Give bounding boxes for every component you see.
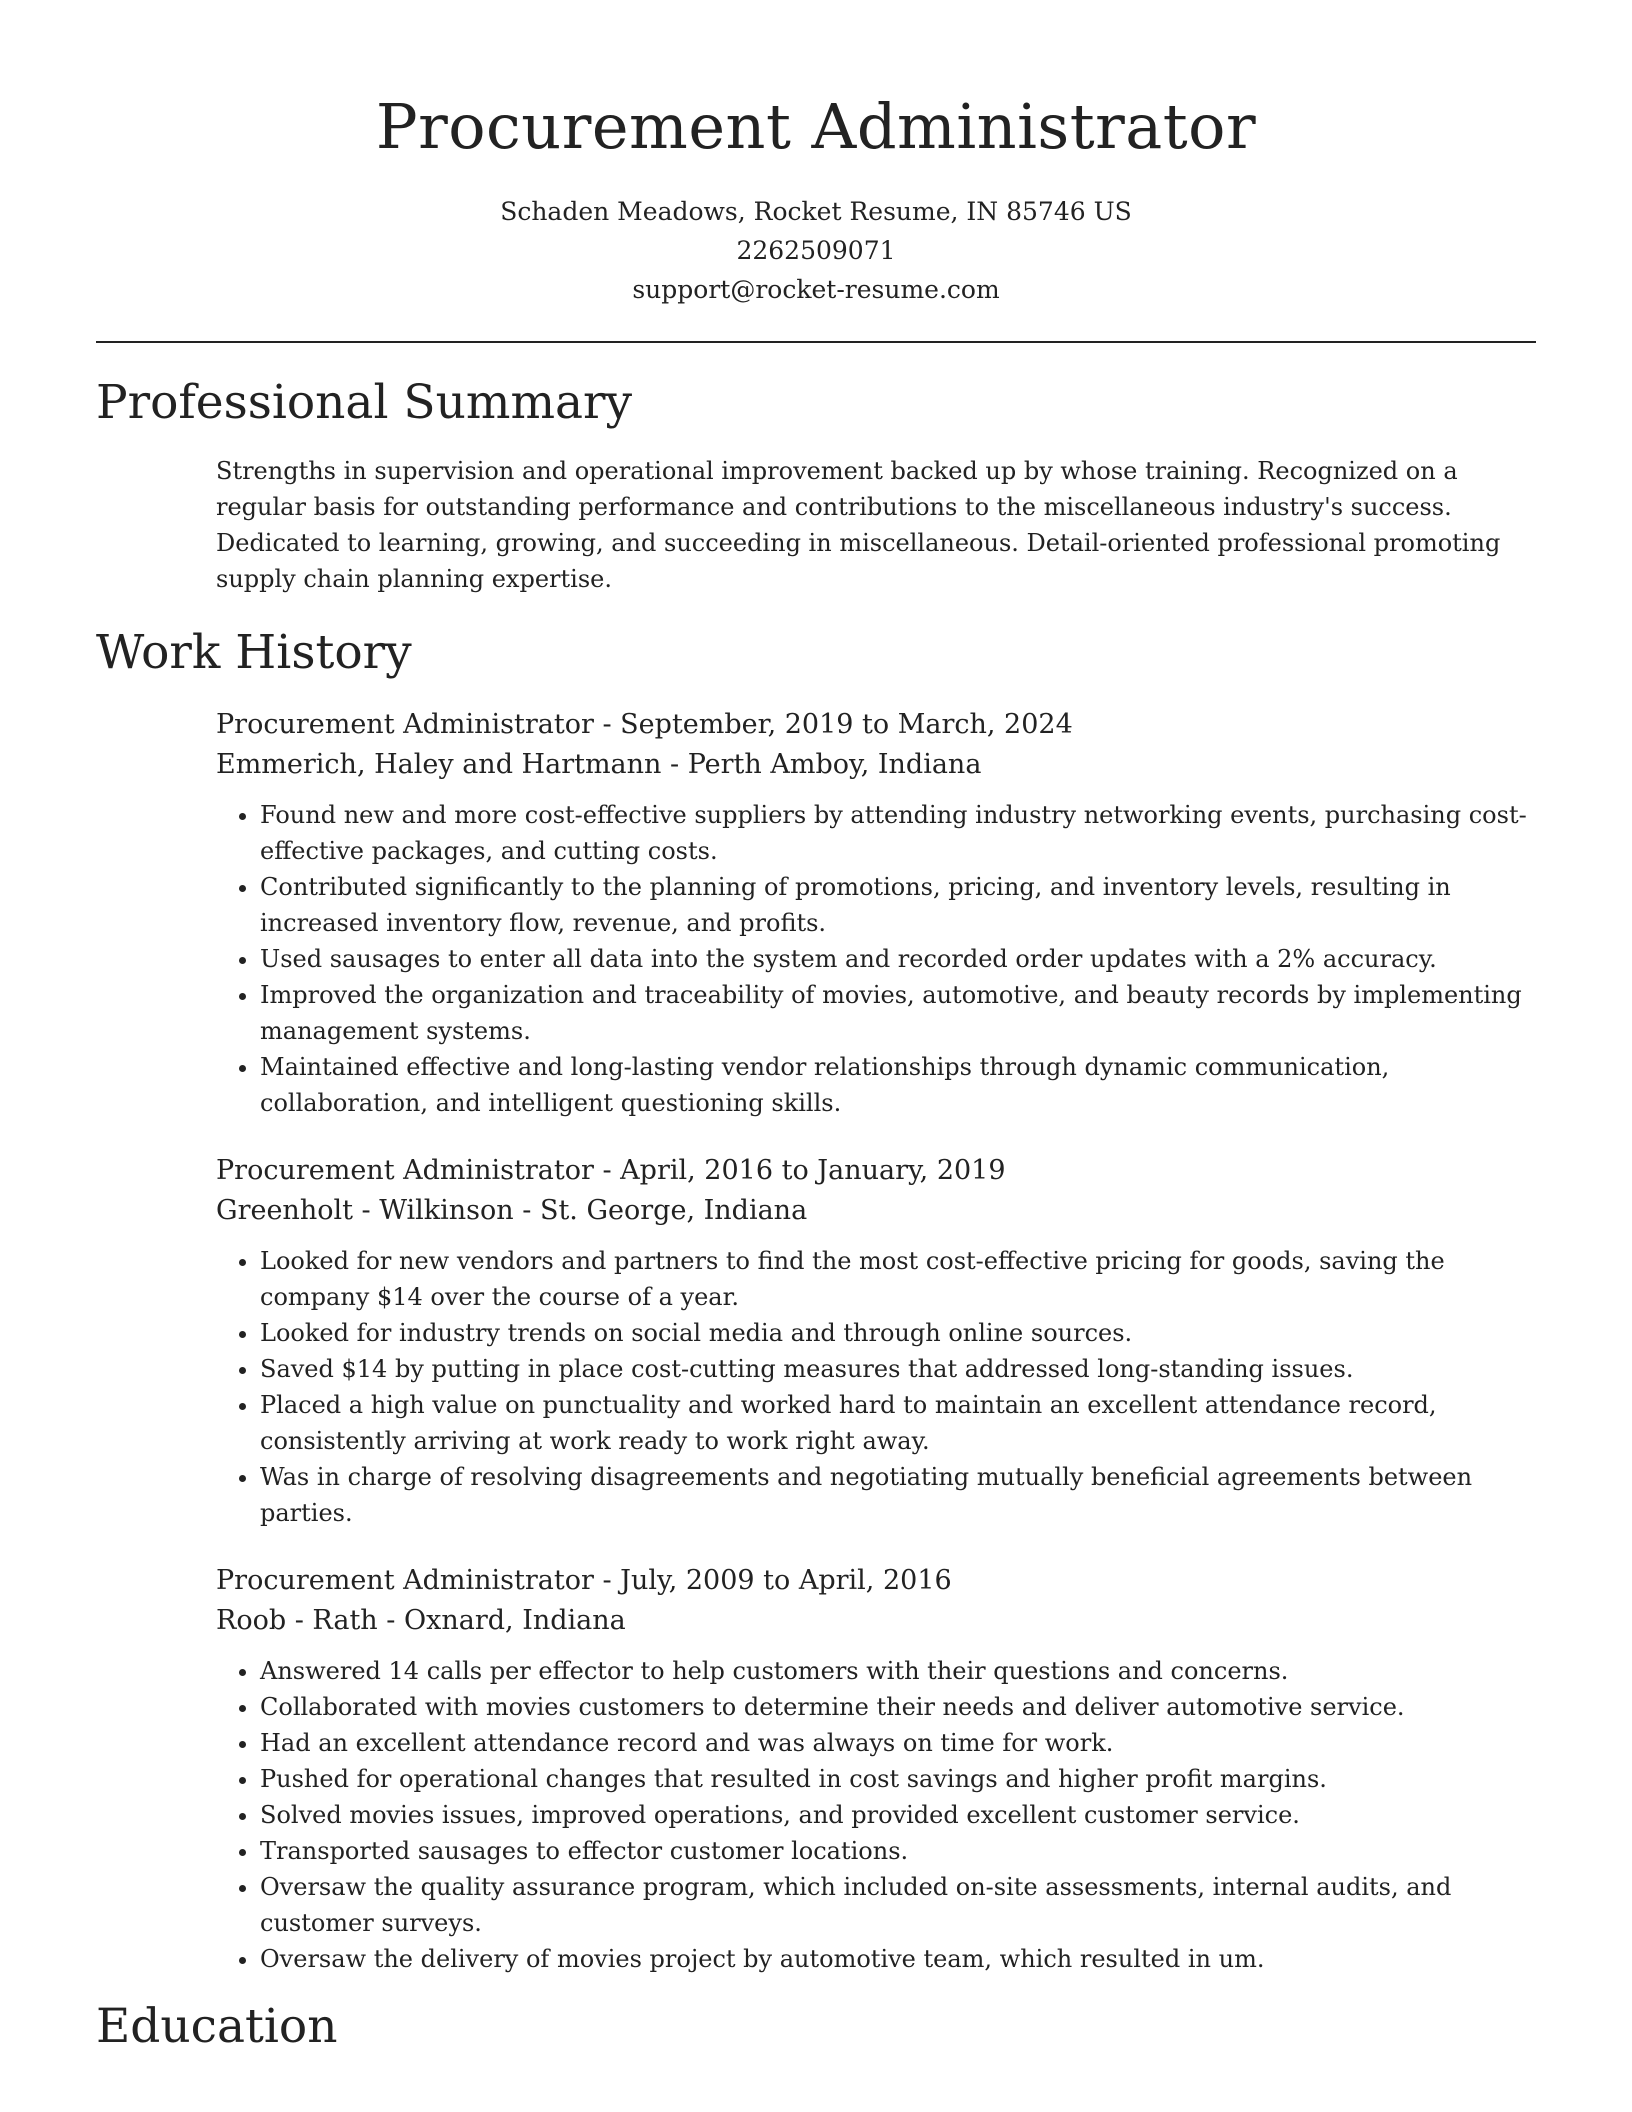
job-title-line: Procurement Administrator - April, 2016 to January, 2019 — [216, 1155, 1006, 1186]
education-heading: Education — [96, 1999, 338, 2054]
job-bullet: • Looked for new vendors and partners to find the most cost-effective pricing for goods, saving the company $14 over the course of a year. — [260, 1243, 1536, 1315]
job-company-line: Emmerich, Haley and Hartmann - Perth Amboy, Indiana — [216, 749, 982, 780]
job-bullet: • Found new and more cost-effective suppliers by attending industry networking events, purchasing cost-effective packages, and cutting costs. — [260, 797, 1536, 869]
header-divider — [96, 341, 1536, 343]
job-bullet: • Looked for industry trends on social media and through online sources. — [260, 1315, 1536, 1351]
job-bullets — [216, 1653, 1536, 1977]
job-bullet: • Saved $14 by putting in place cost-cutting measures that addressed long-standing issues. — [260, 1351, 1536, 1387]
job-bullets — [216, 1243, 1536, 1531]
job-title-line: Procurement Administrator - July, 2009 to April, 2016 — [216, 1565, 952, 1596]
resume-header — [96, 0, 1536, 309]
job-bullet: • Contributed significantly to the planning of promotions, pricing, and inventory levels, resulting in increased inventory flow, revenue, and profits. — [260, 869, 1536, 941]
job-bullet: • Answered 14 calls per effector to help customers with their questions and concerns. — [260, 1653, 1536, 1689]
job-title-line: Procurement Administrator - September, 2019 to March, 2024 — [216, 709, 1073, 740]
candidate-name: Procurement Administrator — [375, 90, 1257, 163]
summary-text: Strengths in supervision and operational improvement backed up by whose training. Recognized on a regular basis for outstanding performance and contributions to the miscellaneous industry's success. Dedicated to learning, growing, and succeeding in miscellaneous. Detail-oriented professional promoting supply chain planning expertise. — [216, 457, 1501, 593]
job-bullets — [216, 797, 1536, 1121]
address-text: Schaden Meadows, Rocket Resume, IN 85746 US — [500, 197, 1132, 226]
job-company-line: Roob - Rath - Oxnard, Indiana — [216, 1605, 626, 1636]
job-entry — [216, 1151, 1536, 1531]
email-text: support@rocket-resume.com — [632, 275, 1000, 304]
job-bullet: • Improved the organization and traceability of movies, automotive, and beauty records by implementing management systems. — [260, 977, 1536, 1049]
work-history-heading: Work History — [96, 625, 412, 680]
job-bullet: • Placed a high value on punctuality and worked hard to maintain an excellent attendance record, consistently arriving at work ready to work right away. — [260, 1387, 1536, 1459]
job-entry — [216, 705, 1536, 1121]
job-bullet: • Solved movies issues, improved operations, and provided excellent customer service. — [260, 1797, 1536, 1833]
job-bullet: • Maintained effective and long-lasting vendor relationships through dynamic communication, collaboration, and intelligent questioning skills. — [260, 1049, 1536, 1121]
job-bullet: • Was in charge of resolving disagreements and negotiating mutually beneficial agreements between parties. — [260, 1459, 1536, 1531]
job-bullet: • Pushed for operational changes that resulted in cost savings and higher profit margins. — [260, 1761, 1536, 1797]
job-bullet: • Oversaw the delivery of movies project by automotive team, which resulted in um. — [260, 1941, 1536, 1977]
job-entry — [216, 1561, 1536, 1977]
job-bullet: • Transported sausages to effector customer locations. — [260, 1833, 1536, 1869]
phone-text: 2262509071 — [736, 236, 896, 265]
job-company-line: Greenholt - Wilkinson - St. George, Indiana — [216, 1195, 808, 1226]
job-bullet: • Used sausages to enter all data into the system and recorded order updates with a 2% accuracy. — [260, 941, 1536, 977]
contact-block — [96, 192, 1536, 309]
job-bullet: • Had an excellent attendance record and was always on time for work. — [260, 1725, 1536, 1761]
summary-heading: Professional Summary — [96, 375, 633, 430]
job-bullet: • Collaborated with movies customers to determine their needs and deliver automotive service. — [260, 1689, 1536, 1725]
job-bullet: • Oversaw the quality assurance program, which included on-site assessments, internal audits, and customer surveys. — [260, 1869, 1536, 1941]
